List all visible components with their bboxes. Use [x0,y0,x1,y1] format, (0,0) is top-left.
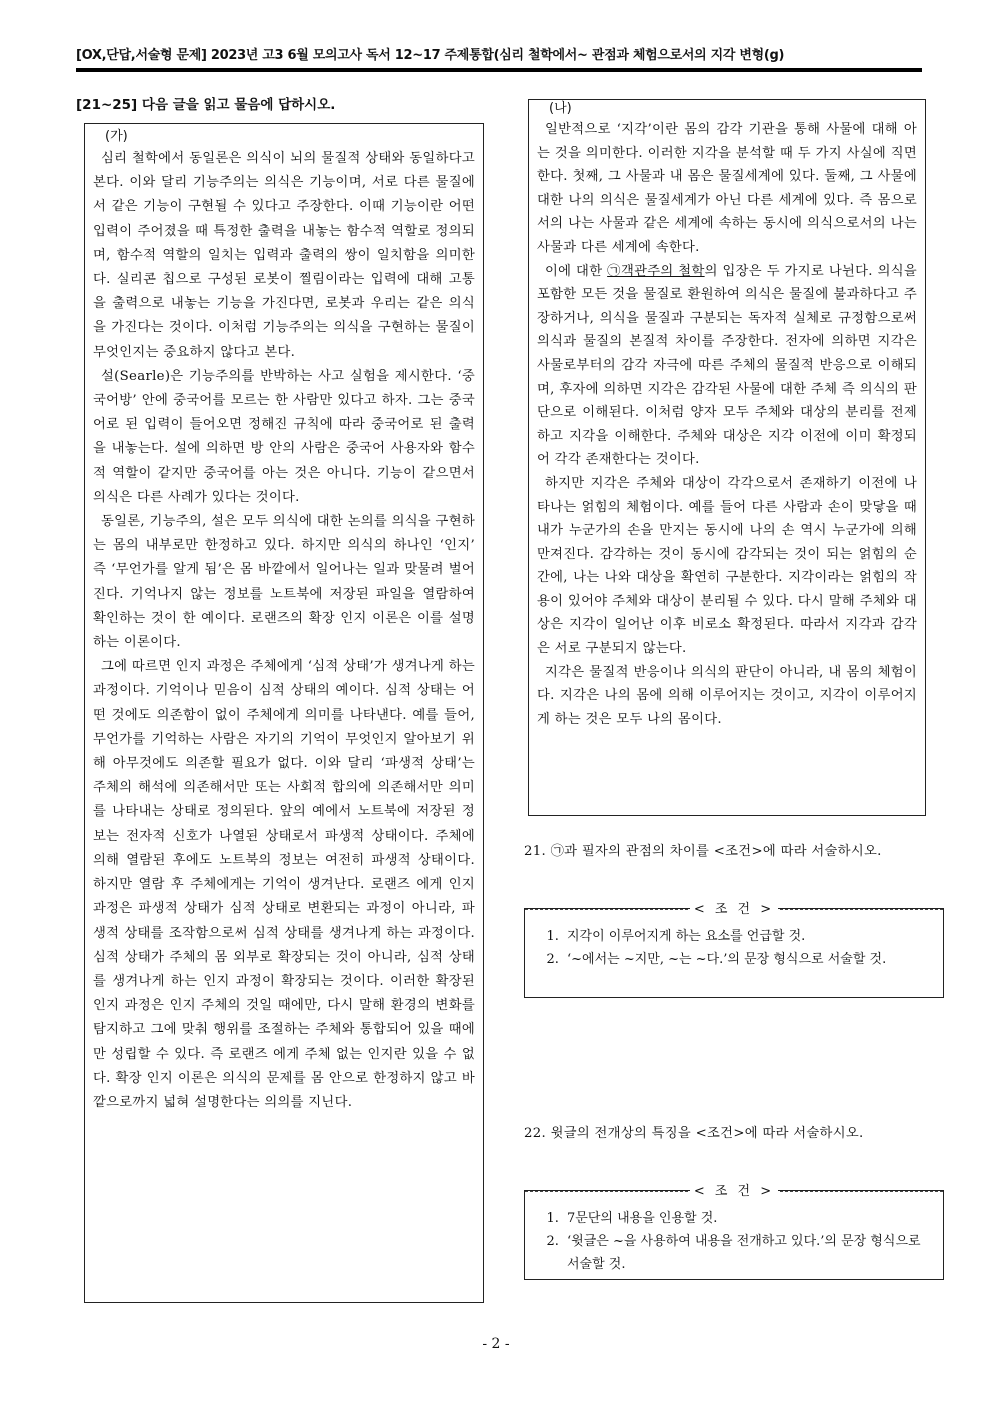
condition-item: 1. 지각이 이루어지게 하는 요소를 언급할 것. [563,925,929,948]
passage-ga-paragraph-3: 동일론, 기능주의, 설은 모두 의식에 대한 논의를 의식을 구현하는 몸의 내부로만 한정하고 있다. 하지만 의식의 하나인 ‘인지’ 즉 ‘무언가를 알게 됨’은 몸 바깥에서 일어나는 일과 맞물려 벌어진다. 기억나지 않는 정보를 노트북에 저장된 파일을 열람하여 확인하는 것이 한 예이다. 로랜즈의 확장 인지 이론은 이를 설명하는 이론이다. [93,514,475,651]
passage-ga-box [84,123,484,1303]
condition-item: 1. 7문단의 내용을 인용할 것. [563,1207,929,1230]
passage-na-label: (나) [549,101,572,116]
condition-item: 2. ‘~에서는 ~지만, ~는 ~다.’의 문장 형식으로 서술할 것. [563,948,929,971]
condition-item: 2. ‘윗글은 ~을 사용하여 내용을 전개하고 있다.’의 문장 형식으로 서술할 것. [563,1230,929,1276]
passage-na-paragraph-1: 일반적으로 ‘지각’이란 몸의 감각 기관을 통해 사물에 대해 아는 것을 의미한다. 이러한 지각을 분석할 때 두 가지 사실에 직면한다. 첫째, 그 사물과 내 몸은 물질세계에 있다. 둘째, 그 사물에 대한 나의 의식은 물질세계가 아닌 다른 세계에 있다. 즉 몸으로서의 나는 사물과 같은 세계에 속하는 동시에 의식으로서의 나는 사물과 다른 세계에 속한다. [537,122,917,255]
passage-ga-label: (가) [105,129,128,144]
question-21: 21. ㉠과 필자의 관점의 차이를 <조건>에 따라 서술하시오. [524,844,882,859]
question-22: 22. 윗글의 전개상의 특징을 <조건>에 따라 서술하시오. [524,1126,864,1141]
page-number: - 2 - [482,1336,510,1352]
passage-na-box [528,99,926,816]
passage-na-paragraph-4: 지각은 물질적 반응이나 의식의 판단이 아니라, 내 몸의 체험이다. 지각은 나의 몸에 의해 이루어지는 것이고, 지각이 이루어지게 하는 것은 모두 나의 몸이다. [537,664,917,727]
header-divider [76,68,922,72]
passage-ga-paragraph-1: 심리 철학에서 동일론은 의식이 뇌의 물질적 상태와 동일하다고 본다. 이와 달리 기능주의는 의식은 기능이며, 서로 다른 물질에서 같은 기능이 구현될 수 있다고 주장한다. 이때 기능이란 어떤 입력이 주어졌을 때 특정한 출력을 내놓는 함수적 역할로 정의되며, 함수적 역할의 일치는 입력과 출력의 쌍이 일치함을 의미한다. 실리콘 칩으로 구성된 로봇이 찔림이라는 입력에 대해 고통을 출력으로 내놓는 기능을 가진다면, 로봇과 우리는 같은 의식을 가진다는 것이다. 이처럼 기능주의는 의식을 구현하는 물질이 무엇인지는 중요하지 않다고 본다. [93,151,475,360]
passage-na-paragraph-2 [537,260,917,472]
marked-term-objectivism: ㉠객관주의 철학 [607,263,705,279]
conditions-title: < 조 건 > [525,898,943,921]
passage-ga-paragraph-4: 그에 따르면 인지 과정은 주체에게 ‘심적 상태’가 생겨나게 하는 과정이다. 기억이나 믿음이 심적 상태의 예이다. 심적 상태는 어떤 것에도 의존함이 없이 주체에게 의미를 나타낸다. 예를 들어, 무언가를 기억하는 사람은 자기의 기억이 무엇인지 알아보기 위해 아무것에도 의존할 필요가 없다. 이와 달리 ‘파생적 상태’는 주체의 해석에 의존해서만 또는 사회적 합의에 의존해서만 의미를 나타내는 상태로 정의된다. 앞의 예에서 노트북에 저장된 정보는 전자적 신호가 나열된 상태로서 파생적 상태이다. 주체에 의해 열람된 후에도 노트북의 정보는 여전히 파생적 상태이다. 하지만 열람 후 주체에게는 기억이 생겨난다. 로랜즈 에게 인지 과정은 파생적 상태가 심적 상태로 변환되는 과정이 아니라, 파생적 상태를 조작함으로써 심적 상태를 생겨나게 하는 과정이다. 심적 상태가 주체의 몸 외부로 확장되는 것이 아니라, 심적 상태를 생겨나게 하는 인지 과정이 확장되는 것이다. 이러한 확장된 인지 과정은 인지 주체의 것일 때에만, 다시 말해 환경의 변화를 탐지하고 그에 맞춰 행위를 조절하는 주체와 통합되어 있을 때에만 성립할 수 있다. 즉 로랜즈 에게 주체 없는 인지란 있을 수 없다. 확장 인지 이론은 의식의 문제를 몸 안으로 한정하지 않고 바깥으로까지 넓혀 설명한다는 의의를 지닌다. [93,659,475,1110]
instruction-heading: [21~25] 다음 글을 읽고 물음에 답하시오. [76,97,336,113]
conditions-title: < 조 건 > [525,1180,943,1203]
question-22-conditions-box [524,1184,944,1280]
question-21-conditions-box [524,902,944,998]
passage-na-paragraph-3: 하지만 지각은 주체와 대상이 각각으로서 존재하기 이전에 나타나는 얽힘의 체험이다. 예를 들어 다른 사람과 손이 맞닿을 때 내가 누군가의 손을 만지는 동시에 나의 손 역시 누군가에 의해 만져진다. 감각하는 것이 동시에 감각되는 것이 되는 얽힘의 순간에, 나는 나와 대상을 확연히 구분한다. 지각이라는 얽힘의 작용이 있어야 주체와 대상이 분리될 수 있다. 다시 말해 주체와 대상은 지각이 일어난 이후 비로소 확정된다. 따라서 지각과 감각은 서로 구분되지 않는다. [537,475,917,657]
passage-ga-paragraph-2: 설(Searle)은 기능주의를 반박하는 사고 실험을 제시한다. ‘중국어방’ 안에 중국어를 모르는 한 사람만 있다고 하자. 그는 중국어로 된 입력이 들어오면 정해진 규칙에 따라 중국어로 된 출력을 내놓는다. 설에 의하면 방 안의 사람은 중국어 사용자와 함수적 역할이 같지만 중국어를 아는 것은 아니다. 기능이 같으면서 의식은 다른 사례가 있다는 것이다. [93,368,475,505]
p2-lead-text: 이에 대한 [545,263,608,279]
p2-rest-text: 의 입장은 두 가지로 나뉜다. 의식을 포함한 모든 것을 물질로 환원하여 의식은 물질에 불과하다고 주장하거나, 의식을 물질과 구분되는 독자적 실체로 규정함으로써 의식과 물질의 본질적 차이를 주장한다. 전자에 의하면 지각은 사물로부터의 감각 자극에 따른 주체의 물질적 반응으로 이해되며, 후자에 의하면 지각은 감각된 사물에 대한 주체 즉 의식의 판단으로 이해된다. 이처럼 양자 모두 주체와 대상의 분리를 전제하고 지각을 이해한다. 주체와 대상은 지각 이전에 이미 확정되어 각각 존재한다는 것이다. [537,263,918,468]
page-title: [OX,단답,서술형 문제] 2023년 고3 6월 모의고사 독서 12~17 주제통합(심리 철학에서~ 관점과 체험으로서의 지각 변형(g) [76,48,785,63]
